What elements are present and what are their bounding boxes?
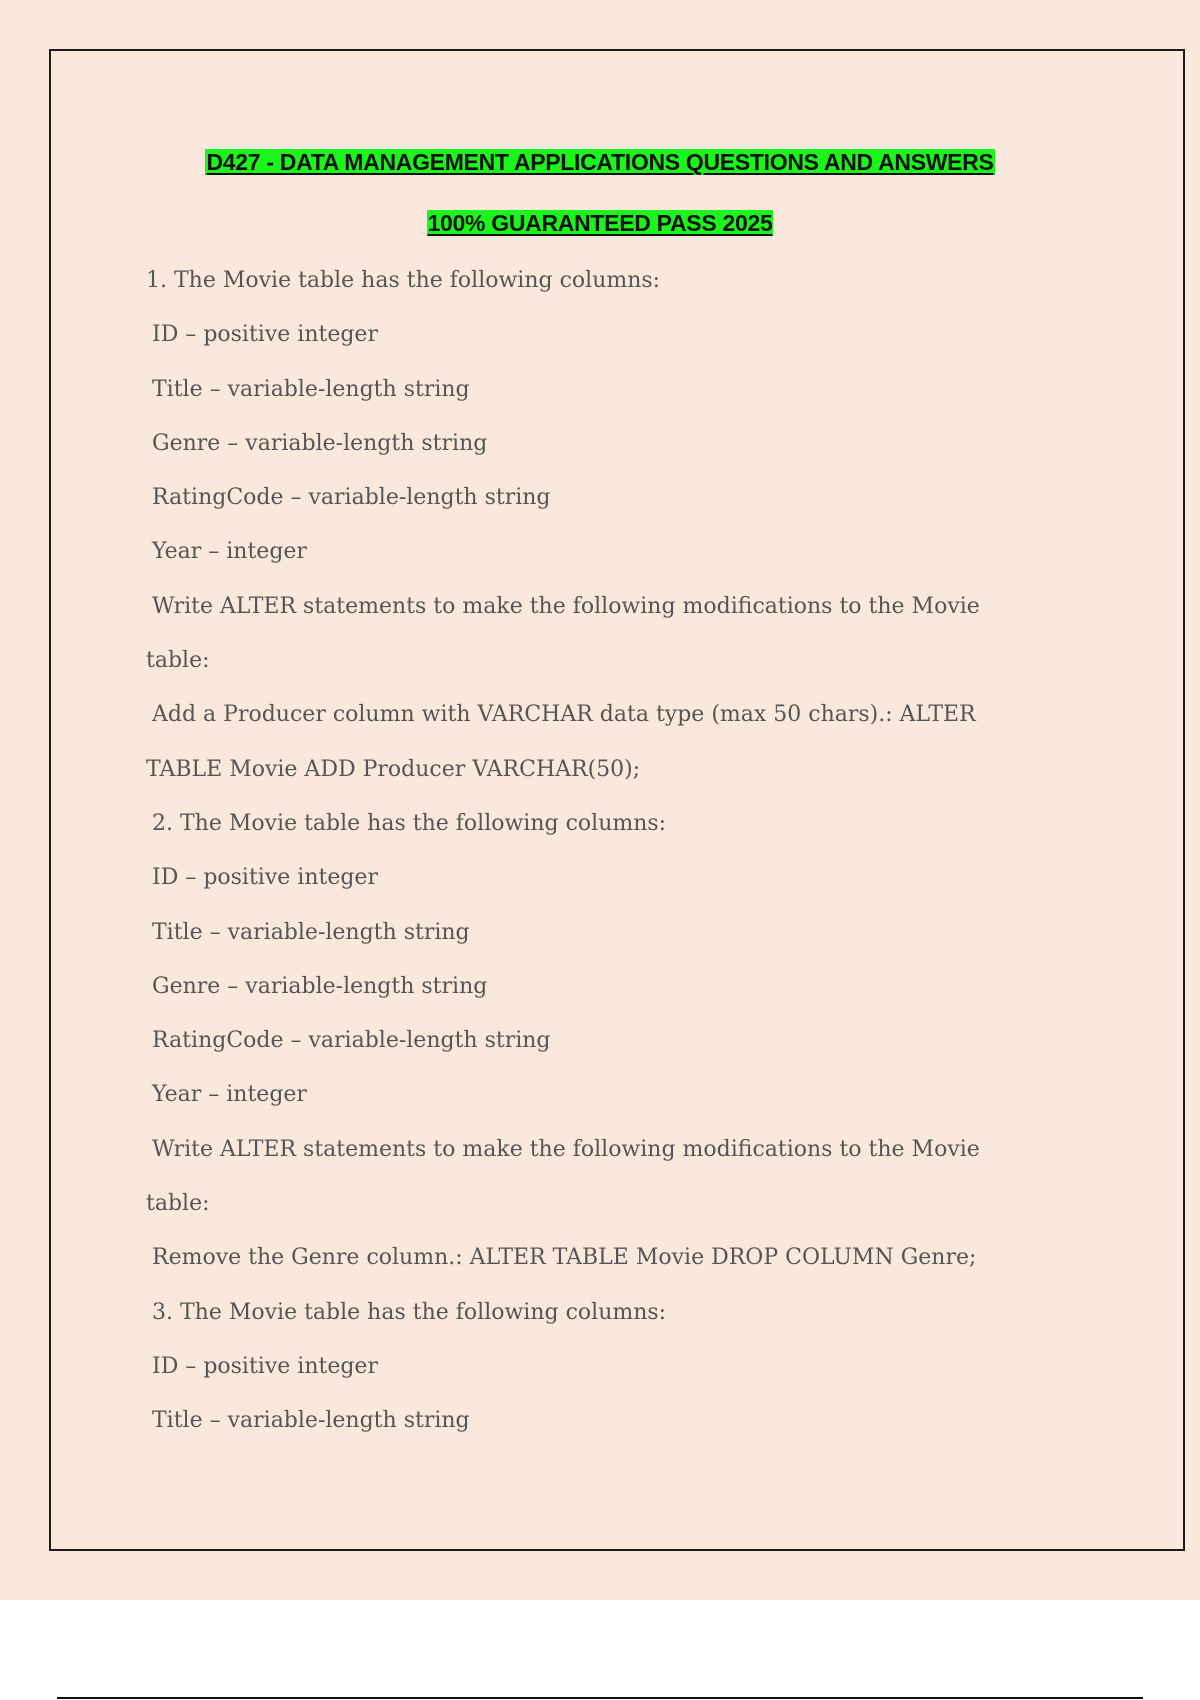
text-line: ID – positive integer	[152, 865, 378, 891]
text-line: Write ALTER statements to make the following modifications to the Movie	[152, 1136, 980, 1162]
text-line: Genre – variable-length string	[152, 430, 488, 456]
footer-divider	[57, 1697, 1143, 1699]
text-line: Title – variable-length string	[152, 1408, 470, 1434]
text-line: 1. The Movie table has the following columns:	[146, 268, 661, 293]
text-line: table:	[146, 648, 210, 674]
text-line: TABLE Movie ADD Producer VARCHAR(50);	[146, 756, 641, 782]
text-line: ID – positive integer	[152, 322, 378, 348]
text-line: RatingCode – variable-length string	[152, 1028, 551, 1054]
title-highlight-line-1: D427 - DATA MANAGEMENT APPLICATIONS QUESTIONS AND ANSWERS	[206, 149, 994, 175]
title-highlight-line-2: 100% GUARANTEED PASS 2025	[427, 210, 773, 236]
text-line: Genre – variable-length string	[152, 973, 488, 999]
text-line: Title – variable-length string	[152, 376, 470, 402]
text-line: Add a Producer column with VARCHAR data type (max 50 chars).: ALTER	[152, 702, 976, 728]
text-line: Year – integer	[152, 1082, 307, 1108]
text-line: Remove the Genre column.: ALTER TABLE Movie DROP COLUMN Genre;	[152, 1245, 977, 1271]
document-subtitle	[0, 209, 1200, 237]
text-line: Title – variable-length string	[152, 919, 470, 945]
text-line: RatingCode – variable-length string	[152, 485, 551, 511]
text-line: table:	[146, 1191, 210, 1217]
text-line: 2. The Movie table has the following columns:	[152, 810, 667, 836]
text-line: Year – integer	[152, 539, 307, 565]
text-line: Write ALTER statements to make the following modifications to the Movie	[152, 593, 980, 619]
text-line: 3. The Movie table has the following columns:	[152, 1299, 667, 1325]
text-line: ID – positive integer	[152, 1353, 378, 1379]
document-title	[0, 148, 1200, 176]
document-body	[146, 262, 996, 1457]
